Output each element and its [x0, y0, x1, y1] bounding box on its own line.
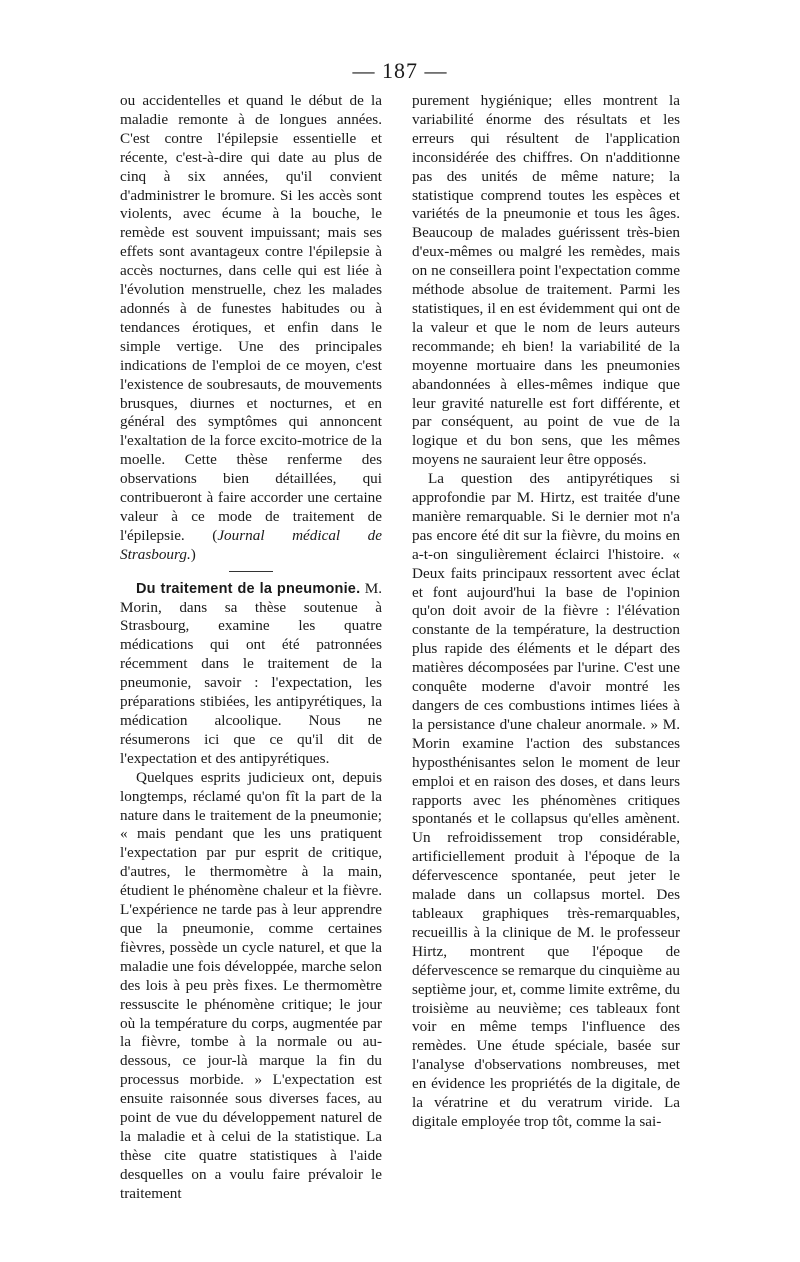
section-divider	[229, 571, 273, 572]
page-number: — 187 —	[352, 58, 448, 83]
paragraph: Quelques esprits judicieux ont, depuis longtemps, réclamé qu'on fît la part de la nature dans le traitement de la pneumonie; « mais pendant que les uns pratiquent l'expectation par pur esprit de critique, d'autres, le thermomètre à la main, étudient le phénomène chaleur et la fièvre. L'expérience ne tarde pas à leur apprendre que la pneumonie, comme certaines fièvres, possède un cycle naturel, et que la maladie une fois développée, marche selon des lois à peu près fixes. Le thermomètre ressuscite le phénomène critique; le jour où la température du corps, augmentée par la fièvre, tombe à la normale ou au-dessous, ce jour-là marque la fin du processus morbide. » L'expectation est ensuite raisonnée sous diverses faces, au point de vue du développement naturel de la maladie et à celui de la statistique. La thèse cite quatre statistiques à l'aide desquelles on a voulu faire prévaloir le traitement	[120, 768, 382, 1202]
paragraph-text: )	[190, 545, 196, 563]
paragraph: purement hygiénique; elles montrent la variabilité énorme des résultats et les erreurs qui résultent de l'application inconsidérée des chiffres. On n'additionne pas des unités de même nature; la statistique comprend toutes les espèces et variétés de la pneumonie et tous les âges. Beaucoup de malades guérissent très-bien d'eux-mêmes ou malgré les remèdes, mais on ne conseillera point l'expectation comme méthode absolue de traitement. Parmi les statistiques, il en est évidemment qui ont de la valeur et que le nom de leurs auteurs recommande; eh bien! la variabilité de la moyenne mortuaire dans les pneumonies abandonnées à elles-mêmes indique que leur gravité naturelle est fort différente, et par conséquent, au point de vue de la logique et du bon sens, que les mêmes moyens ne sauraient leur être opposés.	[412, 92, 680, 469]
paragraph	[120, 580, 382, 769]
paragraph-text: M. Morin, dans sa thèse soutenue à Strasbourg, examine les quatre médications qui ont été patronnées récemment dans le traitement de la pneumonie, savoir : l'expectation, les préparations stibiées, les antipyrétiques, la médication alcoolique. Nous ne résumerons ici que ce qu'il dit de l'expectation et des antipyrétiques.	[120, 579, 382, 767]
paragraph: La question des antipyrétiques si approfondie par M. Hirtz, est traitée d'une manière remarquable. Si le dernier mot n'a pas encore été dit sur la fièvre, du moins en a-t-on singulièrement éclairci l'histoire. « Deux faits principaux ressortent avec éclat et font aujourd'hui la base de l'opinion qu'on doit avoir de la fièvre : l'élévation constante de la température, la destruction plus rapide des éléments et le départ des matières décomposées par l'urine. C'est une conquête moderne d'avoir montré les dangers de ces combustions intimes liées à la persistance d'une chaleur anormale. » M. Morin examine l'action des substances hyposthénisantes selon le moment de leur emploi et en raison des doses, et dans leurs rapports avec les phénomènes critiques spontanés et le collapsus qu'elles amènent. Un refroidissement trop considérable, artificiellement produit à l'époque de la défervescence spontanée, peut jeter le malade dans un collapsus mortel. Des tableaux graphiques très-remarquables, recueillis à la clinique de M. le professeur Hirtz, montrent que l'époque de défervescence se remarque du cinquième au septième jour, et, comme limite extrême, du troisième au neuvième; ces tableaux font voir en même temps l'influence des remèdes. Une étude spéciale, basée sur l'analyse d'observations nombreuses, met en évidence les propriétés de la digitale, de la vératrine et du veratrum viride. La digitale employée trop tôt, comme la sai-	[412, 470, 680, 1130]
paragraph	[120, 92, 382, 565]
left-column	[120, 92, 382, 1204]
section-heading: Du traitement de la pneumonie.	[136, 580, 361, 597]
journal-citation: Journal médical de Strasbourg.	[120, 526, 382, 563]
paragraph-text: ou accidentelles et quand le début de la maladie remonte à de longues années. C'est contre l'épilepsie essentielle et récente, c'est-à-dire qui date au plus de cinq à six années, qu'il convient d'administrer le bromure. Si les accès sont violents, avec écume à la bouche, le remède est souvent impuissant; mais ses effets sont avantageux contre l'épilepsie à accès nocturnes, dans celle qui est liée à l'évolution menstruelle, chez les malades adonnés à de funestes habitudes ou à tendances érotiques, et enfin dans le simple vertige. Une des principales indications de l'emploi de ce moyen, c'est l'existence de soubresauts, de mouvements brusques, diurnes et nocturnes, et en général des symptômes qui annoncent l'exaltation de la force excito-motrice de la moelle. Cette thèse renferme des observations bien détaillées, qui contribueront à faire accorder une certaine valeur à ce mode de traitement de l'épilepsie. (	[120, 92, 382, 544]
right-column	[412, 92, 680, 1132]
